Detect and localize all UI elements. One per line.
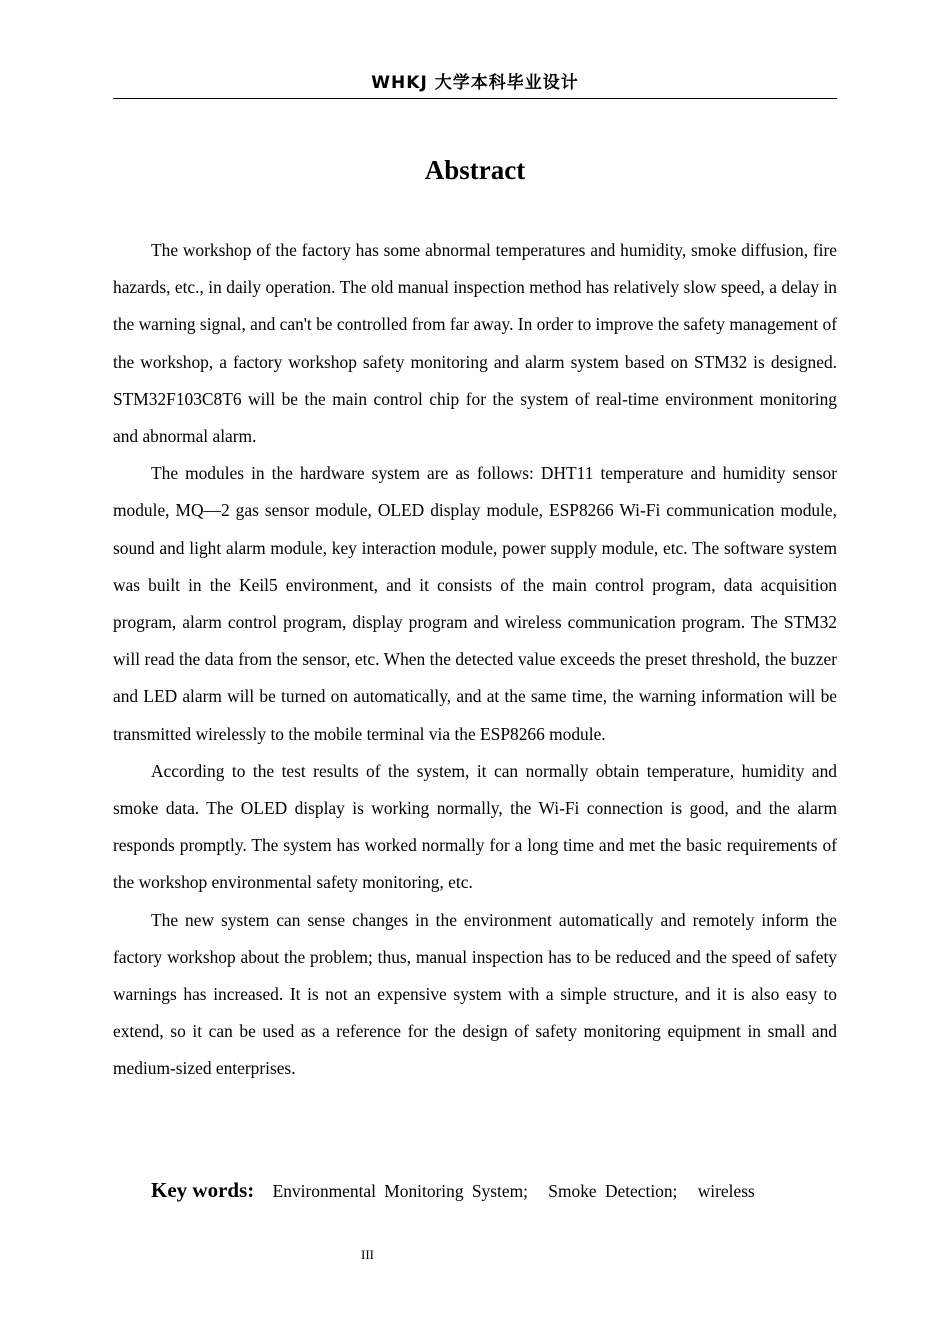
- running-header: [113, 70, 837, 99]
- keyword-item-2: Smoke Detection;: [548, 1181, 678, 1201]
- keywords-label: Key words:: [151, 1178, 255, 1202]
- keyword-item-3: wireless: [697, 1181, 755, 1201]
- abstract-paragraph-3: According to the test results of the system, it can normally obtain temperature, humidity and smoke data. The OLED display is working normally, the Wi-Fi connection is good, and the alarm responds promptly. The system has worked normally for a long time and met the basic requirements of the workshop environmental safety monitoring, etc.: [113, 760, 837, 893]
- keyword-item-1: Environmental Monitoring System;: [272, 1181, 528, 1201]
- page-number: III: [361, 1247, 374, 1262]
- abstract-body: [113, 232, 837, 1088]
- abstract-title: Abstract: [424, 155, 526, 185]
- abstract-paragraph-4: The new system can sense changes in the environment automatically and remotely inform the factory workshop about the problem; thus, manual inspection has to be reduced and the speed of safety warnings has increased. It is not an expensive system with a simple structure, and it is also easy to extend, so it can be used as a reference for the design of safety monitoring equipment in small and medium-sized enterprises.: [113, 909, 837, 1079]
- keywords-line: [151, 1174, 837, 1207]
- abstract-paragraph-1: The workshop of the factory has some abnormal temperatures and humidity, smoke diffusion, fire hazards, etc., in daily operation. The old manual inspection method has relatively slow speed, a delay in the warning signal, and can't be controlled from far away. In order to improve the safety management of the workshop, a factory workshop safety monitoring and alarm system based on STM32 is designed. STM32F103C8T6 will be the main control chip for the system of real-time environment monitoring and abnormal alarm.: [113, 240, 837, 447]
- header-text: WHKJ 大学本科毕业设计: [371, 73, 579, 93]
- abstract-paragraph-2: The modules in the hardware system are as follows: DHT11 temperature and humidity sensor module, MQ—2 gas sensor module, OLED display module, ESP8266 Wi-Fi communication module, sound and light alarm module, key interaction module, power supply module, etc. The software system was built in the Keil5 environment, and it consists of the main control program, data acquisition program, alarm control program, display program and wireless communication program. The STM32 will read the data from the sensor, etc. When the detected value exceeds the preset threshold, the buzzer and LED alarm will be turned on automatically, and at the same time, the warning information will be transmitted wirelessly to the mobile terminal via the ESP8266 module.: [113, 463, 837, 744]
